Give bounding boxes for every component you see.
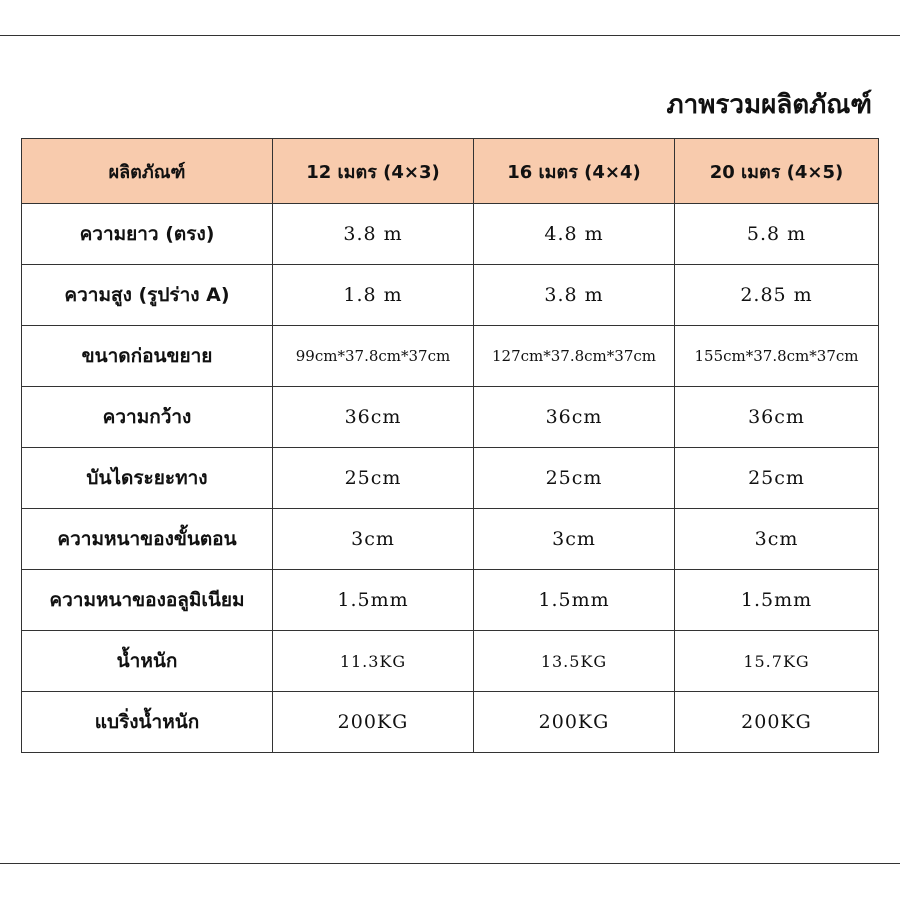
table-row (22, 448, 879, 509)
row-label-weight: น้ำหนัก (22, 631, 273, 692)
cell-weight-12m: 11.3KG (273, 631, 474, 692)
cell-weight-16m: 13.5KG (474, 631, 675, 692)
row-label-step-thickness: ความหนาของขั้นตอน (22, 509, 273, 570)
row-label-height: ความสูง (รูปร่าง A) (22, 265, 273, 326)
cell-width-12m: 36cm (273, 387, 474, 448)
cell-load-capacity-16m: 200KG (474, 692, 675, 753)
cell-width-20m: 36cm (675, 387, 879, 448)
cell-aluminum-thickness-12m: 1.5mm (273, 570, 474, 631)
cell-aluminum-thickness-16m: 1.5mm (474, 570, 675, 631)
row-label-width: ความกว้าง (22, 387, 273, 448)
bottom-divider (0, 863, 900, 864)
row-label-aluminum-thickness: ความหนาของอลูมิเนียม (22, 570, 273, 631)
table-row (22, 265, 879, 326)
spec-table (21, 138, 879, 753)
table-row (22, 204, 879, 265)
cell-folded-size-12m: 99cm*37.8cm*37cm (273, 326, 474, 387)
row-label-length: ความยาว (ตรง) (22, 204, 273, 265)
table-row (22, 509, 879, 570)
table-header-row (22, 139, 879, 204)
cell-step-thickness-12m: 3cm (273, 509, 474, 570)
row-label-step-spacing: บันไดระยะทาง (22, 448, 273, 509)
table-row (22, 631, 879, 692)
cell-width-16m: 36cm (474, 387, 675, 448)
table-row (22, 692, 879, 753)
cell-load-capacity-12m: 200KG (273, 692, 474, 753)
header-product-label: ผลิตภัณฑ์ (22, 139, 273, 204)
cell-step-thickness-16m: 3cm (474, 509, 675, 570)
row-label-folded-size: ขนาดก่อนขยาย (22, 326, 273, 387)
cell-aluminum-thickness-20m: 1.5mm (675, 570, 879, 631)
cell-weight-20m: 15.7KG (675, 631, 879, 692)
cell-step-spacing-12m: 25cm (273, 448, 474, 509)
page-title: ภาพรวมผลิตภัณฑ์ (666, 90, 872, 120)
cell-height-20m: 2.85 m (675, 265, 879, 326)
cell-length-12m: 3.8 m (273, 204, 474, 265)
table-row (22, 387, 879, 448)
cell-step-spacing-16m: 25cm (474, 448, 675, 509)
cell-length-16m: 4.8 m (474, 204, 675, 265)
cell-height-12m: 1.8 m (273, 265, 474, 326)
table-row (22, 570, 879, 631)
cell-folded-size-20m: 155cm*37.8cm*37cm (675, 326, 879, 387)
cell-folded-size-16m: 127cm*37.8cm*37cm (474, 326, 675, 387)
header-20m: 20 เมตร (4×5) (675, 139, 879, 204)
cell-length-20m: 5.8 m (675, 204, 879, 265)
header-12m: 12 เมตร (4×3) (273, 139, 474, 204)
cell-height-16m: 3.8 m (474, 265, 675, 326)
cell-step-thickness-20m: 3cm (675, 509, 879, 570)
top-divider (0, 35, 900, 36)
header-16m: 16 เมตร (4×4) (474, 139, 675, 204)
row-label-load-capacity: แบริ่งน้ำหนัก (22, 692, 273, 753)
table-row (22, 326, 879, 387)
cell-load-capacity-20m: 200KG (675, 692, 879, 753)
cell-step-spacing-20m: 25cm (675, 448, 879, 509)
